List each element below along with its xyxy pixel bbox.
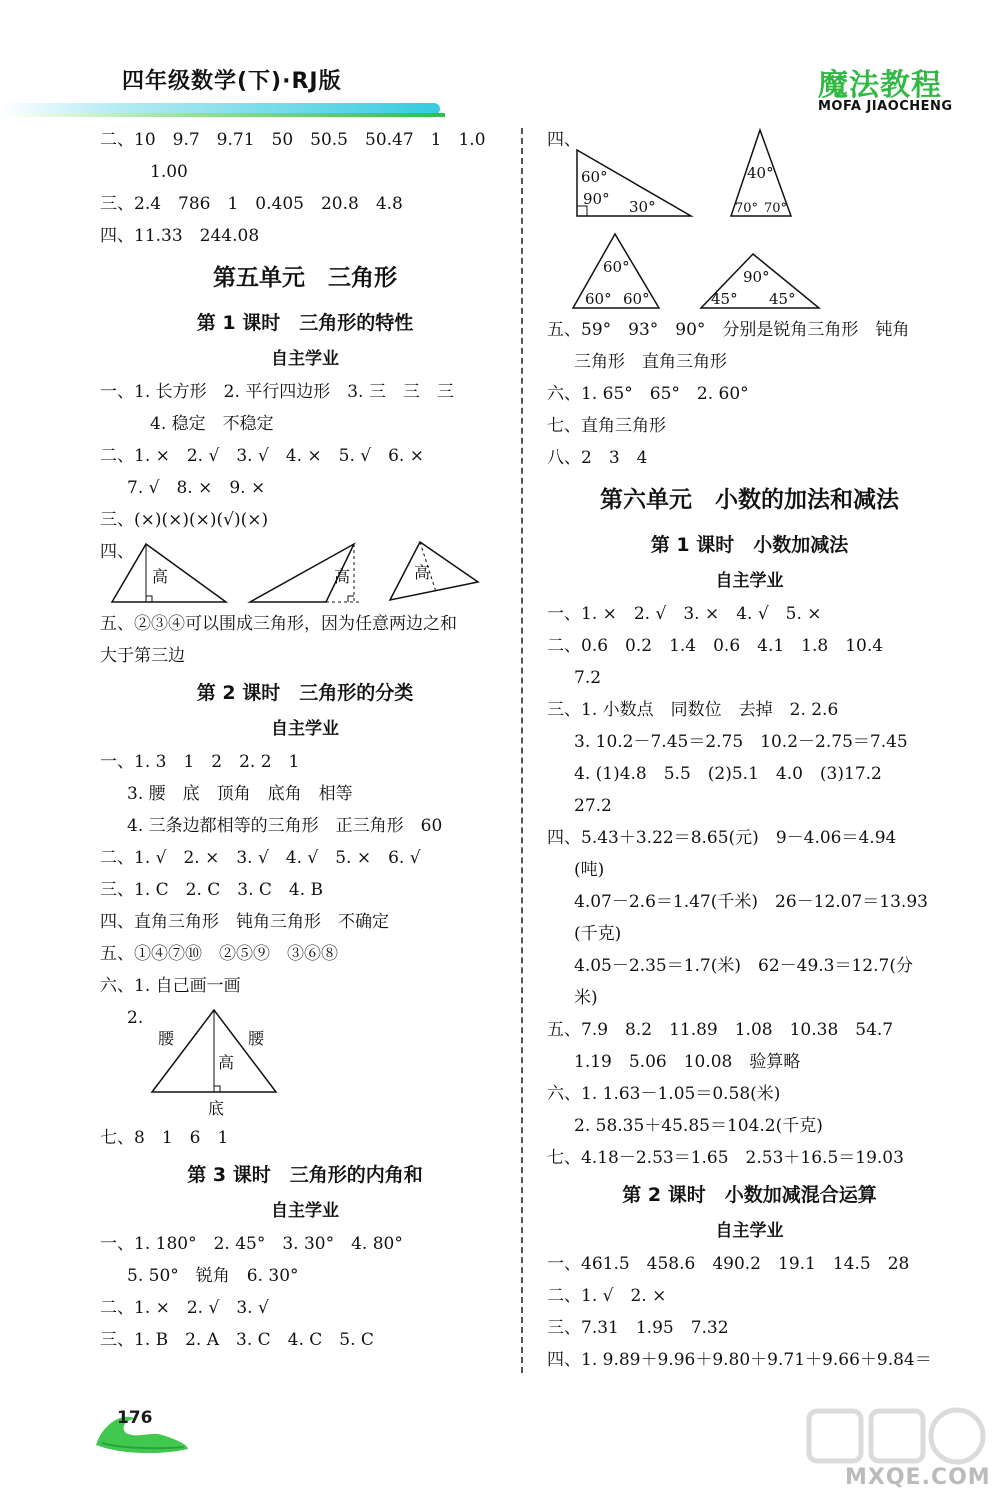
lesson-title: 第 3 课时 三角形的内角和 — [187, 1164, 423, 1186]
answer-line: (千克) — [574, 924, 622, 944]
answer-line: 二、10 9.7 9.71 50 50.5 50.47 1 1.0 — [100, 130, 486, 150]
answer-line: 27.2 — [574, 796, 612, 816]
answer-line: 一、1. 3 1 2 2. 2 1 — [100, 752, 300, 772]
answer-line: 七、直角三角形 — [547, 416, 666, 436]
answer-line: 二、1. × 2. √ 3. √ — [100, 1298, 269, 1318]
answer-line: 3. 10.2－7.45＝2.75 10.2－2.75＝7.45 — [574, 732, 908, 752]
header-bar-accent — [0, 113, 445, 117]
height-label: 高 — [152, 567, 169, 586]
lesson-title: 第 1 课时 小数加减法 — [650, 534, 849, 556]
section-title: 自主学业 — [715, 571, 784, 591]
unit-title: 第五单元 三角形 — [213, 265, 397, 291]
page-header — [0, 0, 1000, 125]
section-title: 自主学业 — [715, 1221, 784, 1241]
answer-line: 4.05－2.35＝1.7(米) 62－49.3＝12.7(分 — [574, 956, 913, 976]
right-angle-mark — [146, 596, 152, 602]
angle-label: 70° — [735, 201, 759, 216]
answer-line: 二、1. × 2. √ 3. √ 4. × 5. √ 6. × — [100, 446, 424, 466]
answer-line: 三、1. 小数点 同数位 去掉 2. 2.6 — [547, 700, 839, 720]
answer-line: 四、 — [547, 130, 581, 150]
isosceles-triangle — [100, 1002, 510, 1122]
answer-line: 三角形 直角三角形 — [574, 352, 727, 372]
answer-line: 三、2.4 786 1 0.405 20.8 4.8 — [100, 194, 403, 214]
answer-line: 六、1. 自己画一画 — [100, 976, 241, 996]
base-label: 底 — [208, 1099, 225, 1118]
answer-line: 一、1. 180° 2. 45° 3. 30° 4. 80° — [100, 1234, 403, 1254]
watermark-text: MXQE.COM — [845, 1465, 991, 1490]
leg-label: 腰 — [248, 1029, 265, 1048]
answer-line: 4. (1)4.8 5.5 (2)5.1 4.0 (3)17.2 — [574, 764, 882, 784]
answer-line: 4. 三条边都相等的三角形 正三角形 60 — [127, 816, 443, 836]
triangle-3 — [390, 542, 478, 600]
triangle-figures — [100, 536, 510, 608]
angle-label: 45° — [769, 290, 796, 308]
section-title: 自主学业 — [271, 349, 339, 369]
answer-line: 七、4.18－2.53＝1.65 2.53＋16.5＝19.03 — [547, 1148, 904, 1168]
angle-label: 45° — [711, 290, 738, 308]
answer-line: 六、1. 65° 65° 2. 60° — [547, 384, 749, 404]
section-title: 自主学业 — [271, 1201, 339, 1221]
leg-label: 腰 — [158, 1029, 175, 1048]
column-divider — [521, 128, 523, 1373]
answer-line: 三、(×)(×)(×)(√)(×) — [100, 510, 269, 530]
answer-line: 四、 — [100, 542, 134, 562]
right-angle-mark — [348, 596, 354, 602]
answer-line: 五、②③④可以围成三角形，因为任意两边之和 — [100, 614, 457, 634]
height-label: 高 — [218, 1053, 235, 1072]
answer-line: 八、2 3 4 — [547, 448, 648, 468]
angle-label: 60° — [585, 290, 612, 308]
answer-line: 三、1. B 2. A 3. C 4. C 5. C — [100, 1330, 374, 1350]
answer-line: 3. 腰 底 顶角 底角 相等 — [127, 784, 353, 804]
answer-line: 七、8 1 6 1 — [100, 1128, 229, 1148]
brand-logo: 魔法教程 — [818, 68, 942, 103]
isosceles-figure — [100, 1002, 510, 1122]
answer-line: 5. 50° 锐角 6. 30° — [127, 1266, 299, 1286]
answer-line: 2. 58.35＋45.85＝104.2(千克) — [574, 1116, 823, 1136]
answer-line: 三、1. C 2. C 3. C 4. B — [100, 880, 324, 900]
book-title: 四年级数学(下)·RJ版 — [122, 69, 342, 94]
brand-subtitle: MOFA JIAOCHENG — [818, 99, 953, 114]
angle-triangles — [547, 124, 952, 314]
answer-line: 五、59° 93° 90° 分别是锐角三角形 钝角 — [547, 320, 910, 340]
answer-line: 4.07－2.6＝1.47(千米) 26－12.07＝13.93 — [574, 892, 928, 912]
answer-line: 大于第三边 — [100, 646, 185, 666]
answer-line: 四、11.33 244.08 — [100, 226, 260, 246]
answer-line: 三、7.31 1.95 7.32 — [547, 1318, 729, 1338]
answer-line: 一、461.5 458.6 490.2 19.1 14.5 28 — [547, 1254, 910, 1274]
answer-line: 二、0.6 0.2 1.4 0.6 4.1 1.8 10.4 — [547, 636, 884, 656]
answer-line: 四、直角三角形 钝角三角形 不确定 — [100, 912, 389, 932]
answer-line: (吨) — [574, 860, 605, 880]
answer-line: 二、1. √ 2. × 3. √ 4. √ 5. × 6. √ — [100, 848, 421, 868]
right-column — [547, 124, 952, 1376]
answer-line: 7. √ 8. × 9. × — [127, 478, 266, 498]
angle-label: 60° — [581, 168, 608, 186]
answer-line: 二、1. √ 2. × — [547, 1286, 667, 1306]
section-title: 自主学业 — [271, 719, 339, 739]
answer-line: 一、1. × 2. √ 3. × 4. √ 5. × — [547, 604, 822, 624]
answer-line: 一、1. 长方形 2. 平行四边形 3. 三 三 三 — [100, 382, 454, 402]
height-label: 高 — [414, 563, 431, 582]
angle-label: 90° — [743, 268, 770, 286]
lesson-title: 第 2 课时 三角形的分类 — [196, 682, 414, 704]
page-number: 176 — [117, 1408, 153, 1428]
angle-label: 60° — [603, 258, 630, 276]
angle-label: 60° — [623, 290, 650, 308]
answer-line: 1.00 — [150, 162, 188, 182]
angle-label: 30° — [629, 198, 656, 216]
answer-line: 五、①④⑦⑩ ②⑤⑨ ③⑥⑧ — [100, 944, 338, 964]
right-angle-mark — [214, 1086, 220, 1092]
angle-triangles-figure — [547, 124, 952, 314]
lesson-title: 第 1 课时 三角形的特性 — [196, 312, 414, 334]
answer-line: 米) — [574, 988, 598, 1008]
answer-line: 4. 稳定 不稳定 — [150, 414, 274, 434]
triangle-1 — [112, 544, 226, 602]
angle-label: 90° — [583, 190, 610, 208]
answer-line: 四、1. 9.89＋9.96＋9.80＋9.71＋9.66＋9.84＝ — [547, 1350, 932, 1370]
answer-line: 2. — [127, 1008, 144, 1028]
answer-line: 四、5.43＋3.22＝8.65(元) 9－4.06＝4.94 — [547, 828, 897, 848]
unit-title: 第六单元 小数的加法和减法 — [600, 487, 899, 513]
angle-label: 70° — [764, 201, 788, 216]
left-column — [100, 124, 510, 1356]
answer-line: 1.19 5.06 10.08 验算略 — [574, 1052, 801, 1072]
angle-label: 40° — [747, 164, 774, 182]
answer-line: 五、7.9 8.2 11.89 1.08 10.38 54.7 — [547, 1020, 894, 1040]
lesson-title: 第 2 课时 小数加减混合运算 — [622, 1184, 877, 1206]
answer-line: 7.2 — [574, 668, 602, 688]
height-label: 高 — [334, 567, 351, 586]
height-triangles-figure — [100, 536, 510, 608]
answer-line: 六、1. 1.63－1.05＝0.58(米) — [547, 1084, 781, 1104]
